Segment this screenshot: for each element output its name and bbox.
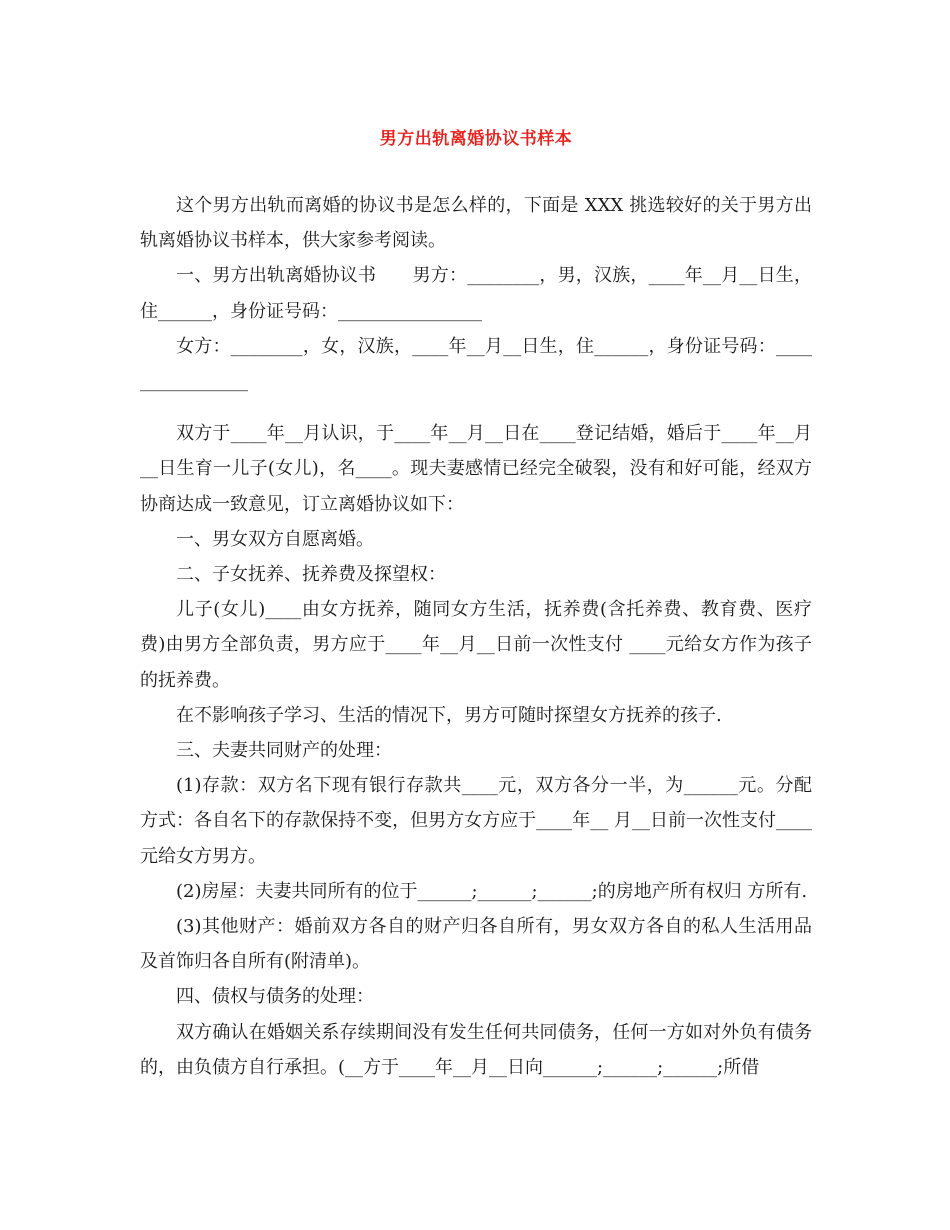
paragraph-clause-3-heading: 三、夫妻共同财产的处理：: [176, 740, 392, 762]
paragraph-male-party: 一、男方出轨离婚协议书 男方：________，男，汉族，____年__月__日生，住______，身份证号码：________________: [140, 265, 812, 322]
paragraph-deposits: (1)存款：双方名下现有银行存款共____元，双方各分一半，为______元。分配方式：各自名下的存款保持不变，但男方女方应于____年__ 月__日前一次性支付____元给女方男方。: [140, 775, 812, 867]
paragraph-clause-2-heading: 二、子女抚养、抚养费及探望权：: [176, 564, 446, 586]
paragraph-clause-4-heading: 四、债权与债务的处理：: [176, 986, 374, 1008]
paragraph-visitation: 在不影响孩子学习、生活的情况下，男方可随时探望女方抚养的孩子.: [176, 704, 722, 726]
paragraph-debts: 双方确认在婚姻关系存续期间没有发生任何共同债务，任何一方如对外负有债务的，由负债方自行承担。(__方于____年__月__日向______;______;______;所借: [140, 1021, 812, 1078]
document-body: [140, 188, 812, 1085]
paragraph-other-property: (3)其他财产：婚前双方各自的财产归各自所有，男女双方各自的私人生活用品及首饰归各自所有(附清单)。: [140, 916, 812, 973]
paragraph-intro: 这个男方出轨而离婚的协议书是怎么样的，下面是 XXX 挑选较好的关于男方出轨离婚协议书样本，供大家参考阅读。: [140, 195, 812, 252]
paragraph-child-custody: 儿子(女儿)____由女方抚养，随同女方生活，抚养费(含托养费、教育费、医疗费)由男方全部负责，男方应于____年__月__日前一次性支付 ____元给女方作为孩子的抚养费。: [140, 599, 812, 691]
paragraph-housing: (2)房屋：夫妻共同所有的位于______;______;______;的房地产所有权归 方所有.: [176, 880, 808, 902]
paragraph-female-party: 女方：________，女，汉族，____年__月__日生，住______，身份证号码：________________: [140, 335, 812, 393]
paragraph-clause-1: 一、男女双方自愿离婚。: [176, 528, 374, 550]
paragraph-marriage-facts: 双方于____年__月认识，于____年__月__日在____登记结婚，婚后于____年__月__日生育一儿子(女儿)，名____。现夫妻感情已经完全破裂，没有和好可能，经双方协商达成一致意见，订立离婚协议如下：: [140, 423, 812, 515]
document-title: 男方出轨离婚协议书样本: [379, 129, 573, 149]
